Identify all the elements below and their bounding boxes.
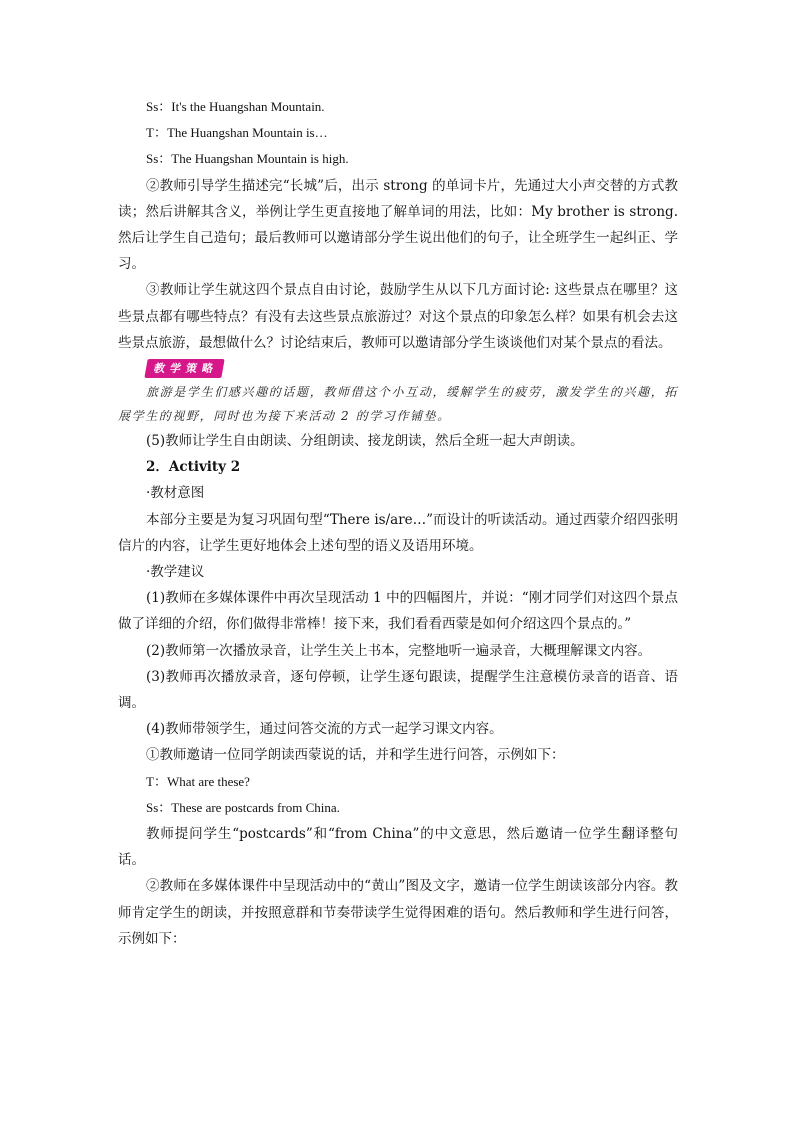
strategy-text: 旅游是学生们感兴趣的话题，教师借这个小互动，缓解学生的疲劳，激发学生的兴趣，拓展学生的视野，同时也为接下来活动 2 的学习作铺垫。 xyxy=(118,385,678,424)
paragraph: (1)教师在多媒体课件中再次呈现活动 1 中的四幅图片，并说：“刚才同学们对这四个景点做了详细的介绍，你们做得非常棒！接下来，我们看看西蒙是如何介绍这四个景点的。” xyxy=(118,590,678,633)
dialogue-line: Ss：These are postcards from China. xyxy=(146,799,340,815)
paragraph: ③教师让学生就这四个景点自由讨论，鼓励学生从以下几方面讨论: 这些景点在哪里？这些景点都有哪些特点？有没有去这些景点旅游过？对这个景点的印象怎么样？如果有机会去这些景点旅游，最想做什么？讨论结束后，教师可以邀请部分学生谈谈他们对某个景点的看法。 xyxy=(118,282,678,351)
subsection-heading: ·教学建议 xyxy=(146,564,205,581)
dialogue-line: T：What are these? xyxy=(146,773,250,789)
paragraph: ②教师引导学生描述完“长城”后，出示 strong 的单词卡片，先通过大小声交替的方式教读；然后讲解其含义，举例让学生更直接地了解单词的用法，比如：My brother is strong. 然后让学生自己造句；最后教师可以邀请部分学生说出他们的句子，让全班学生一起纠正、学习。 xyxy=(118,177,678,273)
dialogue-line: Ss：The Huangshan Mountain is high. xyxy=(146,151,349,167)
paragraph: (5)教师让学生自由朗读、分组朗读、接龙朗读，然后全班一起大声朗读。 xyxy=(146,433,584,450)
paragraph: (2)教师第一次播放录音，让学生关上书本，完整地听一遍录音，大概理解课文内容。 xyxy=(146,642,652,659)
dialogue-line: Ss：It's the Huangshan Mountain. xyxy=(146,99,325,114)
paragraph: ①教师邀请一位同学朗读西蒙说的话，并和学生进行问答，示例如下： xyxy=(146,747,565,764)
paragraph: 本部分主要是为复习巩固句型“There is/are…”而设计的听读活动。通过西蒙介绍四张明信片的内容，让学生更好地体会上述句型的语义及语用环境。 xyxy=(118,511,678,554)
teaching-strategy-badge: 教学策略 xyxy=(144,359,224,378)
document-page xyxy=(118,94,678,952)
paragraph: 教师提问学生“postcards”和“from China”的中文意思，然后邀请一位学生翻译整句话。 xyxy=(118,826,678,869)
paragraph: ②教师在多媒体课件中呈现活动中的“黄山”图及文字，邀请一位学生朗读该部分内容。教师肯定学生的朗读，并按照意群和节奏带读学生觉得困难的语句。然后教师和学生进行问答，示例如下： xyxy=(118,878,678,947)
dialogue-line: T：The Huangshan Mountain is… xyxy=(146,125,328,141)
strategy-badge-row xyxy=(118,356,678,380)
subsection-heading: ·教材意图 xyxy=(146,485,205,502)
paragraph: (4)教师带领学生，通过问答交流的方式一起学习课文内容。 xyxy=(146,721,503,738)
section-heading: 2．Activity 2 xyxy=(146,459,241,476)
paragraph: (3)教师再次播放录音，逐句停顿，让学生逐句跟读，提醒学生注意模仿录音的语音、语调。 xyxy=(118,668,678,712)
